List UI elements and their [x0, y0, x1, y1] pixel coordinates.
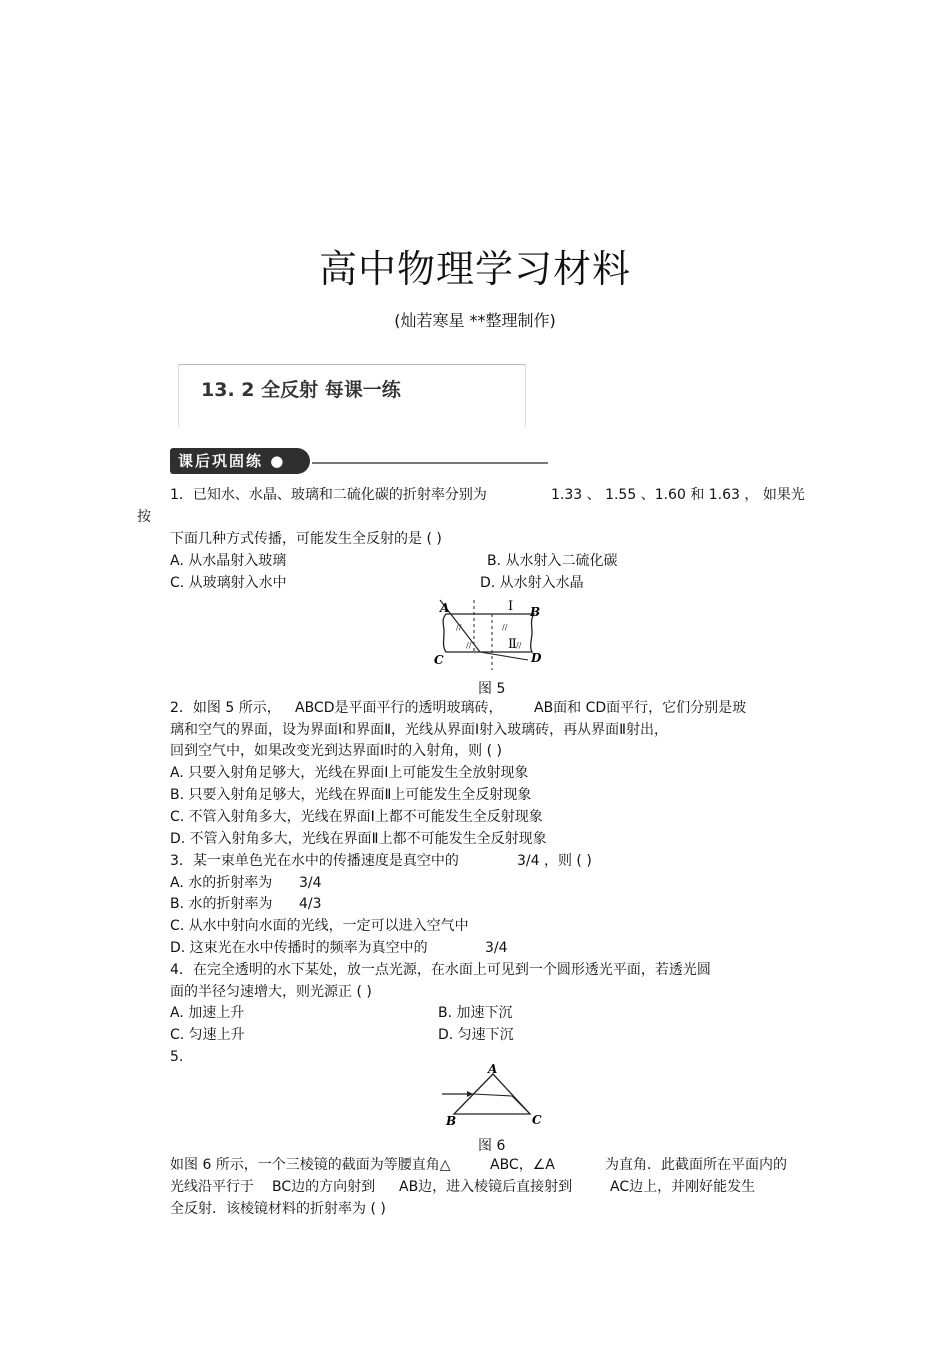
q1-line1: 1．已知水、水晶、玻璃和二硫化碳的折射率分别为	[170, 487, 487, 503]
svg-text://: //	[516, 641, 522, 650]
fig5-label-b: B	[530, 605, 541, 619]
q4-option-d: D. 匀速下沉	[438, 1027, 514, 1043]
fig5-label-interface-1: Ⅰ	[508, 599, 514, 614]
q2-line3: 回到空气中，如果改变光到达界面Ⅰ时的入射角，则 ( )	[170, 743, 502, 759]
fig5-label-d: D	[531, 651, 542, 665]
q5-line2-b: BC边的方向射到	[272, 1179, 376, 1195]
page-title: 高中物理学习材料	[318, 247, 631, 291]
q1-option-b: B. 从水射入二硫化碳	[487, 553, 618, 569]
fig5-label-c: C	[434, 653, 444, 667]
q2-line2: 璃和空气的界面，设为界面Ⅰ和界面Ⅱ，光线从界面Ⅰ射入玻璃砖，再从界面Ⅱ射出，	[170, 722, 669, 738]
fig6-label-c: C	[532, 1113, 542, 1127]
q5-line2: 光线沿平行于	[170, 1179, 254, 1195]
figure-5-glass-brick	[428, 594, 550, 670]
q5-line1-mid: ABC，∠A	[490, 1157, 555, 1173]
q5-line2-c: AB边，进入棱镜后直接射到	[399, 1179, 573, 1195]
lesson-banner	[178, 364, 526, 427]
q1-option-c: C. 从玻璃射入水中	[170, 575, 287, 591]
q1-line1-wrap: 按	[137, 509, 151, 525]
q3-option-a: A. 水的折射率为	[170, 875, 273, 891]
q5-line3: 全反射．该棱镜材料的折射率为 ( )	[170, 1201, 386, 1217]
fig5-label-a: A	[440, 601, 450, 615]
q2-option-b: B. 只要入射角足够大，光线在界面Ⅱ上可能发生全反射现象	[170, 787, 532, 803]
q2-option-d: D. 不管入射角多大，光线在界面Ⅱ上都不可能发生全反射现象	[170, 831, 547, 847]
q1-option-d: D. 从水射入水晶	[480, 575, 584, 591]
fig5-label-interface-2: Ⅱ	[508, 637, 517, 652]
q3-option-c: C. 从水中射向水面的光线，一定可以进入空气中	[170, 918, 469, 934]
fig6-label-a: A	[488, 1064, 498, 1076]
fig6-label-b: B	[446, 1114, 457, 1128]
section-tag: 课后巩固练 ●	[170, 448, 310, 474]
q3-option-d: D. 这束光在水中传播时的频率为真空中的	[170, 940, 428, 956]
q4-option-c: C. 匀速上升	[170, 1027, 245, 1043]
q4-option-b: B. 加速下沉	[438, 1005, 513, 1021]
svg-text://: //	[502, 623, 508, 632]
section-divider	[312, 462, 548, 464]
q2-line1-mid: ABCD是平面平行的透明玻璃砖，	[295, 700, 503, 716]
q5-line1: 如图 6 所示，一个三棱镜的截面为等腰直角△	[170, 1157, 451, 1173]
lesson-banner-text: 13. 2 全反射 每课一练	[201, 379, 401, 401]
q4-line2: 面的半径匀速增大，则光源正 ( )	[170, 984, 372, 1000]
q3-option-a-value: 3/4	[299, 875, 322, 891]
figure-5-caption: 图 5	[478, 681, 506, 697]
q4-option-a: A. 加速上升	[170, 1005, 245, 1021]
q2-option-c: C. 不管入射角多大，光线在界面Ⅰ上都不可能发生全反射现象	[170, 809, 543, 825]
q1-option-a: A. 从水晶射入玻璃	[170, 553, 287, 569]
q3-option-d-value: 3/4	[485, 940, 508, 956]
q1-line2: 下面几种方式传播，可能发生全反射的是 ( )	[170, 531, 442, 547]
q2-line1: 2．如图 5 所示，	[170, 700, 281, 716]
figure-6-caption: 图 6	[478, 1138, 506, 1154]
q2-line1-end: AB面和 CD面平行，它们分别是玻	[534, 700, 747, 716]
q5-line1-end: 为直角．此截面所在平面内的	[605, 1157, 787, 1173]
q2-option-a: A. 只要入射角足够大，光线在界面Ⅰ上可能发生全放射现象	[170, 765, 529, 781]
q1-line1-values: 1.33 、 1.55 、1.60 和 1.63 ， 如果光	[551, 487, 805, 503]
q3-line1-end: 3/4 ，则 ( )	[517, 853, 592, 869]
q3-option-b-value: 4/3	[299, 896, 322, 912]
svg-text://: //	[456, 623, 462, 632]
q3-option-b: B. 水的折射率为	[170, 896, 273, 912]
q4-line1: 4．在完全透明的水下某处，放一点光源，在水面上可见到一个圆形透光平面，若透光圆	[170, 962, 711, 978]
svg-text://: //	[466, 641, 472, 650]
q5-number: 5.	[170, 1049, 184, 1065]
q5-line2-d: AC边上，并刚好能发生	[610, 1179, 756, 1195]
figure-6-prism	[438, 1064, 548, 1128]
q3-line1: 3．某一束单色光在水中的传播速度是真空中的	[170, 853, 459, 869]
page-subtitle: (灿若寒星 **整理制作)	[394, 311, 556, 330]
